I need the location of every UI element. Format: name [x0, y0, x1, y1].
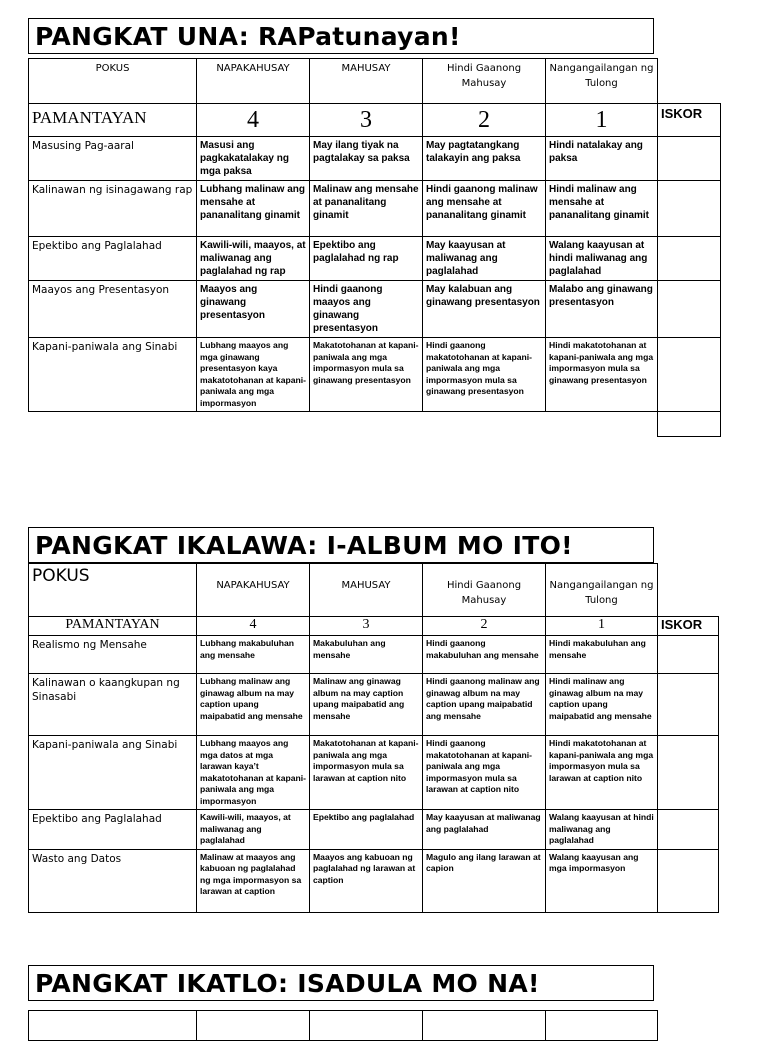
criterion: Kapani-paniwala ang Sinabi: [29, 736, 197, 810]
descriptor-2: Hindi gaanong makatotohanan at kapani-paniwala ang mga impormasyon mula sa larawan at caption nito: [423, 736, 546, 810]
descriptor-1: Hindi makatotohanan at kapani-paniwala ang mga impormasyon mula sa ginawang presentasyon: [546, 338, 658, 412]
score-cell[interactable]: [658, 736, 719, 810]
descriptor-1: Hindi malinaw ang ginawag album na may caption upang maipabatid ang mensahe: [546, 674, 658, 736]
descriptor-2: Magulo ang ilang larawan at capion: [423, 849, 546, 912]
level-header-4: NAPAKAHUSAY: [197, 564, 310, 617]
descriptor-4: Lubhang maayos ang mga ginawang presentasyon kaya makatotohanan at kapani-paniwala ang mga impormasyon: [197, 338, 310, 412]
descriptor-3: Makatotohanan at kapani-paniwala ang mga impormasyon mula sa ginawang presentasyon: [310, 338, 423, 412]
descriptor-3: Maayos ang kabuoan ng paglalahad ng larawan at caption: [310, 849, 423, 912]
criterion: Epektibo ang Paglalahad: [29, 810, 197, 850]
score-1: 1: [546, 617, 658, 636]
score-4: 4: [197, 104, 310, 137]
criterion: Kalinawan o kaangkupan ng Sinasabi: [29, 674, 197, 736]
level-header-3: MAHUSAY: [310, 59, 423, 104]
descriptor-3: Epektibo ang paglalahad: [310, 810, 423, 850]
empty-corner: [658, 1011, 719, 1041]
table-row: [29, 849, 719, 912]
table-cell: [310, 1011, 423, 1041]
score-1: 1: [546, 104, 658, 137]
table-row: [29, 137, 721, 181]
group3-rubric-table: [28, 1010, 719, 1041]
table-row: [29, 810, 719, 850]
level-header-1: Nangangailangan ng Tulong: [546, 564, 658, 617]
descriptor-4: Lubhang maayos ang mga datos at mga larawan kaya’t makatotohanan at kapani-paniwala ang mga impormasyon: [197, 736, 310, 810]
descriptor-4: Lubhang malinaw ang mensahe at pananalitang ginamit: [197, 181, 310, 237]
level-header-2: Hindi Gaanong Mahusay: [423, 564, 546, 617]
group3-title: PANGKAT IKATLO: ISADULA MO NA!: [28, 965, 654, 1001]
table-row: [29, 281, 721, 338]
criterion: Maayos ang Presentasyon: [29, 281, 197, 338]
table-cell: [197, 1011, 310, 1041]
descriptor-3: Malinaw ang ginawag album na may caption upang maipabatid ang mensahe: [310, 674, 423, 736]
level-header-1: Nangangailangan ng Tulong: [546, 59, 658, 104]
descriptor-2: Hindi gaanong malinaw ang mensahe at pananalitang ginamit: [423, 181, 546, 237]
level-header-4: NAPAKAHUSAY: [197, 59, 310, 104]
descriptor-1: Hindi makabuluhan ang mensahe: [546, 636, 658, 674]
score-2: 2: [423, 104, 546, 137]
score-cell[interactable]: [658, 810, 719, 850]
descriptor-2: Hindi gaanong malinaw ang ginawag album na may caption upang maipabatid ang mensahe: [423, 674, 546, 736]
descriptor-3: May ilang tiyak na pagtalakay sa paksa: [310, 137, 423, 181]
level-header-3: MAHUSAY: [310, 564, 423, 617]
descriptor-3: Epektibo ang paglalahad ng rap: [310, 237, 423, 281]
group2-rubric-table: [28, 563, 719, 913]
descriptor-4: Maayos ang ginawang presentasyon: [197, 281, 310, 338]
descriptor-4: Lubhang malinaw ang ginawag album na may caption upang maipabatid ang mensahe: [197, 674, 310, 736]
empty-corner: [658, 59, 721, 104]
descriptor-1: Walang kaayusan ang mga impormasyon: [546, 849, 658, 912]
score-cell[interactable]: [658, 237, 721, 281]
criterion: Epektibo ang Paglalahad: [29, 237, 197, 281]
descriptor-2: Hindi gaanong makatotohanan at kapani-paniwala ang mga impormasyon mula sa ginawang presentasyon: [423, 338, 546, 412]
criterion: Kalinawan ng isinagawang rap: [29, 181, 197, 237]
descriptor-1: Malabo ang ginawang presentasyon: [546, 281, 658, 338]
descriptor-3: Makabuluhan ang mensahe: [310, 636, 423, 674]
iskor-header: ISKOR: [658, 617, 719, 636]
score-4: 4: [197, 617, 310, 636]
pamantayan-label: PAMANTAYAN: [29, 104, 197, 137]
descriptor-4: Lubhang makabuluhan ang mensahe: [197, 636, 310, 674]
table-row: [29, 338, 721, 412]
descriptor-2: May kalabuan ang ginawang presentasyon: [423, 281, 546, 338]
descriptor-3: Malinaw ang mensahe at pananalitang ginamit: [310, 181, 423, 237]
criterion: Realismo ng Mensahe: [29, 636, 197, 674]
level-header-2: Hindi Gaanong Mahusay: [423, 59, 546, 104]
empty-corner: [658, 564, 719, 617]
descriptor-1: Walang kaayusan at hindi maliwanag ang paglalahad: [546, 237, 658, 281]
descriptor-1: Hindi malinaw ang mensahe at pananalitang ginamit: [546, 181, 658, 237]
pokus-header: POKUS: [29, 564, 197, 617]
criterion: Kapani-paniwala ang Sinabi: [29, 338, 197, 412]
descriptor-4: Masusi ang pagkakatalakay ng mga paksa: [197, 137, 310, 181]
descriptor-2: May kaayusan at maliwanag ang paglalahad: [423, 237, 546, 281]
group1-rubric-table: [28, 58, 721, 437]
score-cell[interactable]: [658, 281, 721, 338]
table-cell: [546, 1011, 658, 1041]
score-3: 3: [310, 617, 423, 636]
criterion: Wasto ang Datos: [29, 849, 197, 912]
score-2: 2: [423, 617, 546, 636]
table-row: [29, 181, 721, 237]
table-cell: [423, 1011, 546, 1041]
table-row: [29, 736, 719, 810]
group1-title: PANGKAT UNA: RAPatunayan!: [28, 18, 654, 54]
score-cell[interactable]: [658, 636, 719, 674]
table-cell: [29, 1011, 197, 1041]
descriptor-4: Malinaw at maayos ang kabuoan ng paglalahad ng mga impormasyon sa larawan at caption: [197, 849, 310, 912]
descriptor-1: Hindi makatotohanan at kapani-paniwala ang mga impormasyon mula sa larawan at caption nito: [546, 736, 658, 810]
score-cell[interactable]: [658, 674, 719, 736]
pamantayan-label: PAMANTAYAN: [29, 617, 197, 636]
table-row: [29, 237, 721, 281]
score-cell[interactable]: [658, 338, 721, 412]
table-gap: [29, 412, 658, 437]
descriptor-4: Kawili-wili, maayos, at maliwanag ang paglalahad ng rap: [197, 237, 310, 281]
table-row: [29, 674, 719, 736]
descriptor-2: May pagtatangkang talakayin ang paksa: [423, 137, 546, 181]
score-3: 3: [310, 104, 423, 137]
score-cell[interactable]: [658, 849, 719, 912]
score-cell[interactable]: [658, 137, 721, 181]
criterion: Masusing Pag-aaral: [29, 137, 197, 181]
descriptor-1: Hindi natalakay ang paksa: [546, 137, 658, 181]
group2-title: PANGKAT IKALAWA: I-ALBUM MO ITO!: [28, 527, 654, 563]
descriptor-3: Makatotohanan at kapani-paniwala ang mga impormasyon mula sa larawan at caption nito: [310, 736, 423, 810]
score-cell[interactable]: [658, 181, 721, 237]
descriptor-3: Hindi gaanong maayos ang ginawang presentasyon: [310, 281, 423, 338]
descriptor-4: Kawili-wili, maayos, at maliwanag ang paglalahad: [197, 810, 310, 850]
total-score-cell[interactable]: [658, 412, 721, 437]
descriptor-2: May kaayusan at maliwanag ang paglalahad: [423, 810, 546, 850]
descriptor-1: Walang kaayusan at hindi maliwanag ang paglalahad: [546, 810, 658, 850]
table-row: [29, 636, 719, 674]
descriptor-2: Hindi gaanong makabuluhan ang mensahe: [423, 636, 546, 674]
iskor-header: ISKOR: [658, 104, 721, 137]
pokus-header: POKUS: [29, 59, 197, 104]
